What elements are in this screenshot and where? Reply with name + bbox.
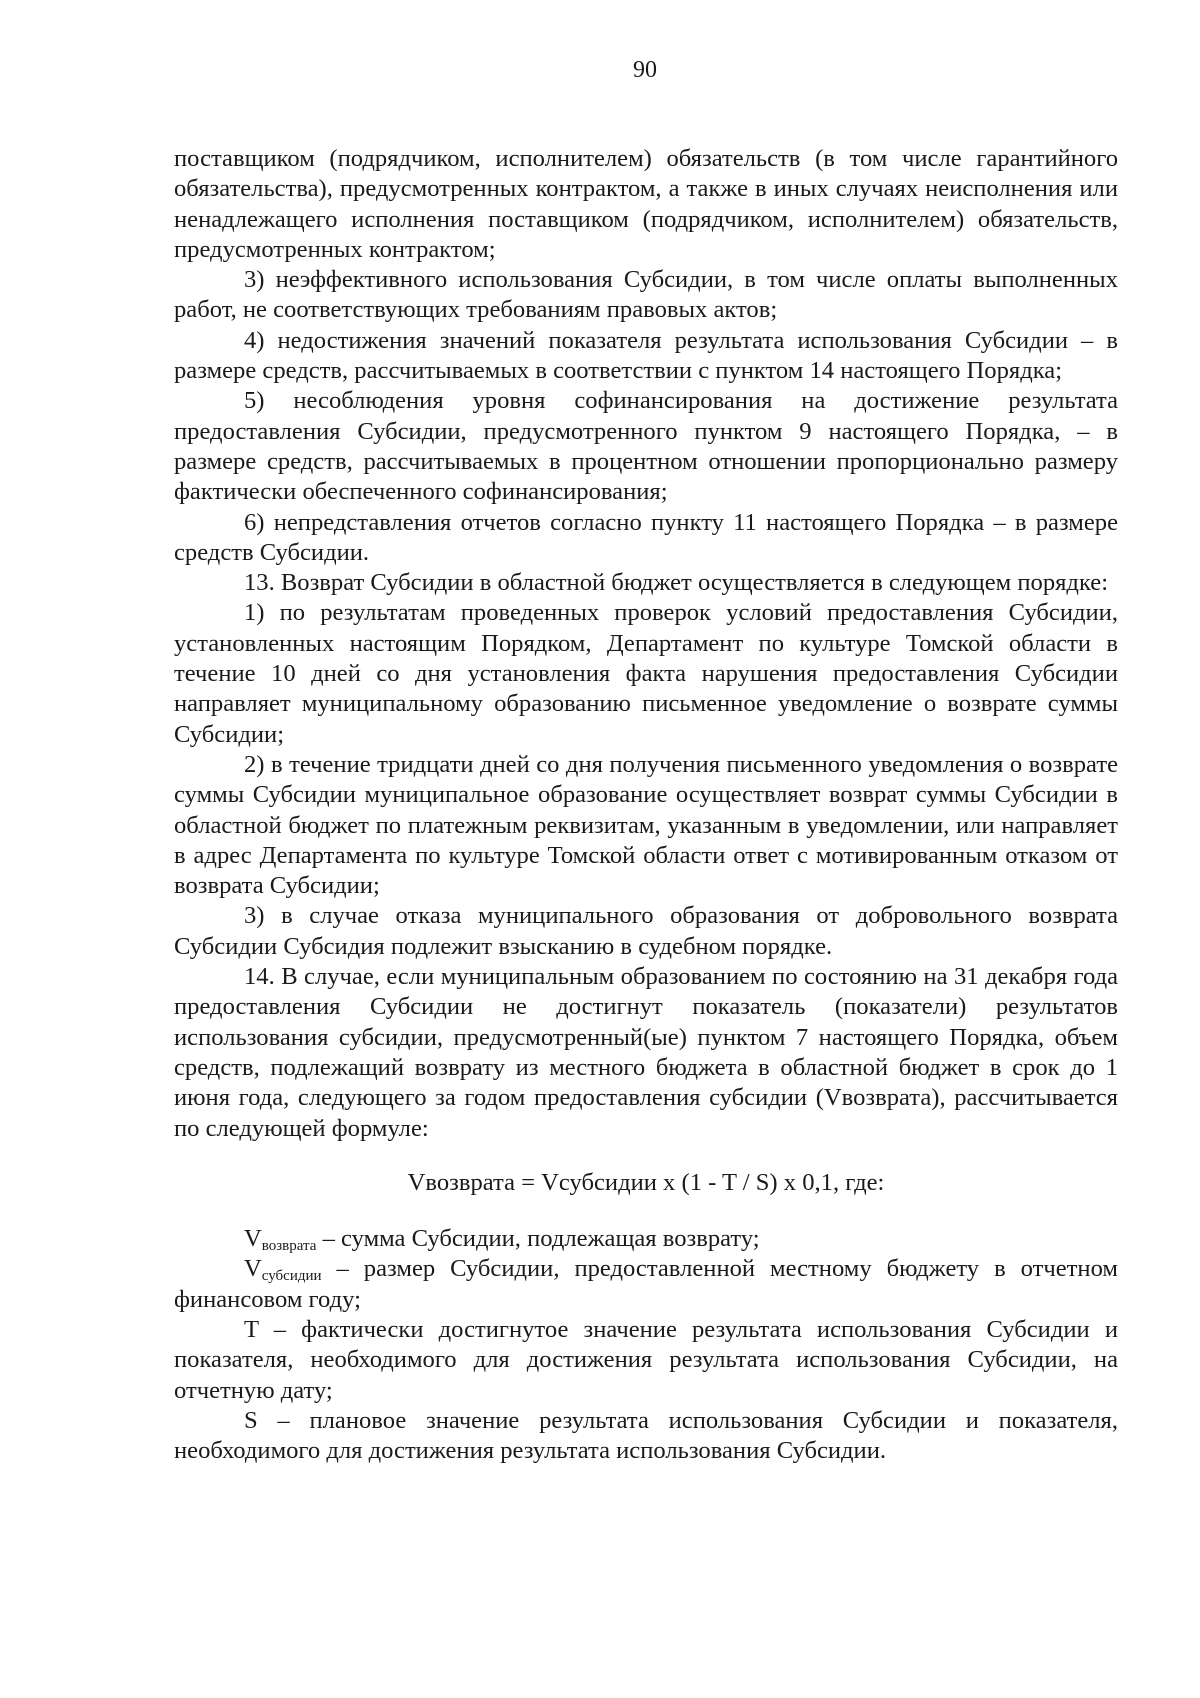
definition-s: S – плановое значение результата использования Субсидии и показателя, необходимого для достижения результата использования Субсидии. — [174, 1406, 1118, 1465]
return-formula: Vвозврата = Vсубсидии x (1 - T / S) x 0,1, где: — [407, 1168, 885, 1196]
definition-subscript: возврата — [261, 1238, 317, 1255]
paragraph: 2) в течение тридцати дней со дня получения письменного уведомления о возврате суммы Субсидии муниципальное образование осуществляет возврат суммы Субсидии в областной бюджет по платежным реквизитам, указанным в уведомлении, или направляет в адрес Департамента по культуре Томской области ответ с мотивированным отказом от возврата Субсидии; — [174, 750, 1118, 900]
definition-v-subsidy — [174, 1254, 1118, 1315]
paragraph: 4) недостижения значений показателя результата использования Субсидии – в размере средств, рассчитываемых в соответствии с пунктом 14 настоящего Порядка; — [174, 326, 1118, 385]
definition-text: – сумма Субсидии, подлежащая возврату; — [316, 1225, 760, 1253]
definition-symbol: V — [244, 1225, 262, 1253]
section-14-paragraph: 14. В случае, если муниципальным образованием по состоянию на 31 декабря года предоставления Субсидии не достигнут показатель (показатели) результатов использования субсидии, предусмотренный(ые) пунктом 7 настоящего Порядка, объем средств, подлежащий возврату из местного бюджета в областной бюджет в срок до 1 июня года, следующего за годом предоставления субсидии (Vвозврата), рассчитывается по следующей формуле: — [174, 963, 1118, 1142]
definition-t: T – фактически достигнутое значение результата использования Субсидии и показателя, необходимого для достижения результата использования Субсидии, на отчетную дату; — [174, 1315, 1118, 1404]
page-number: 90 — [633, 57, 657, 83]
paragraph: 3) неэффективного использования Субсидии, в том числе оплаты выполненных работ, не соответствующих требованиям правовых актов; — [174, 266, 1118, 324]
definition-symbol: V — [244, 1255, 262, 1283]
section-13-heading: 13. Возврат Субсидии в областной бюджет осуществляется в следующем порядке: — [244, 569, 1109, 597]
paragraph: поставщиком (подрядчиком, исполнителем) обязательств (в том числе гарантийного обязательства), предусмотренных контрактом, а также в иных случаях неисполнения или ненадлежащего исполнения поставщиком (подрядчиком, исполнителем) обязательств, предусмотренных контрактом; — [174, 145, 1118, 263]
paragraph: 6) непредставления отчетов согласно пункту 11 настоящего Порядка – в размере средств Субсидии. — [174, 508, 1118, 566]
paragraph: 3) в случае отказа муниципального образования от добровольного возврата Субсидии Субсидия подлежит взысканию в судебном порядке. — [174, 902, 1118, 960]
paragraph: 1) по результатам проведенных проверок условий предоставления Субсидии, установленных настоящим Порядком, Департамент по культуре Томской области в течение 10 дней со дня установления факта нарушения предоставления Субсидии направляет муниципальному образованию письменное уведомление о возврате суммы Субсидии; — [174, 599, 1118, 748]
definition-text: – размер Субсидии, предоставленной местному бюджету в отчетном финансовом году; — [174, 1255, 1118, 1313]
definition-v-return — [174, 1224, 1118, 1254]
definition-subscript: субсидии — [261, 1268, 322, 1285]
paragraph: 5) несоблюдения уровня софинансирования на достижение результата предоставления Субсидии, предусмотренного пунктом 9 настоящего Порядка, – в размере средств, рассчитываемых в процентном отношении пропорционально размеру фактически обеспеченного софинансирования; — [174, 387, 1118, 506]
document-body — [174, 144, 1118, 1466]
